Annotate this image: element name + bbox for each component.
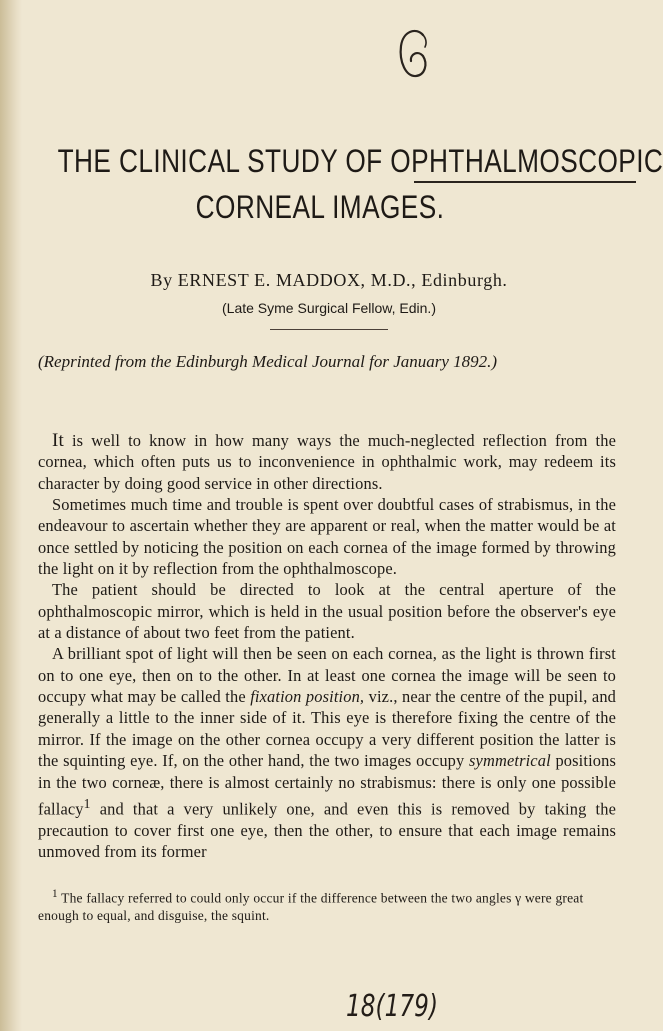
footnote bbox=[38, 886, 616, 924]
footnote-text: The fallacy referred to could only occur if the difference between the two angles γ were great enough to equal, and disguise, the squint. bbox=[38, 890, 584, 923]
title-line-2: CORNEAL IMAGES. bbox=[195, 189, 445, 225]
term-symmetrical: symmetrical bbox=[469, 751, 551, 771]
handwritten-catalog-number bbox=[340, 978, 450, 1026]
title-underline bbox=[414, 181, 636, 183]
paragraph-4-text-a: A brilliant spot of light will then be seen on each cornea, as the light is thrown first on to one eye, then on to the other. In at least one cornea the image will be seen to occupy what may be called the bbox=[38, 644, 616, 707]
paragraph-4-text-b: viz., near the centre of the pupil, and generally a little to the inner side of it. This eye is therefore fixing the centre of the mirror. If the image on the other cornea occupy a very different position the latter is the squinting eye. If, on the other hand, the two images occupy bbox=[38, 687, 617, 771]
paragraph-1-text: is well to know in how many ways the much-neglected reflection from the cornea, which often puts us to inconvenience in ophthalmic work, may redeem its character by doing good service in other directions. bbox=[38, 431, 616, 493]
affiliation: (Late Syme Surgical Fellow, Edin.) bbox=[222, 300, 436, 316]
page-edge bbox=[0, 0, 22, 1031]
paragraph-2: Sometimes much time and trouble is spent over doubtful cases of strabismus, in the endeavour to ascertain whether they are apparent or real, when the matter would be at once settled by noticing the position on each cornea of the image formed by throwing the light on it by reflection from the ophthalmoscope. bbox=[38, 495, 616, 579]
footnote-reference: 1 bbox=[83, 795, 91, 811]
handwritten-mark bbox=[396, 26, 432, 82]
paragraph-4-text-c: positions in the two corneæ, there is almost certainly no strabismus: there is only one possible fallacy bbox=[38, 751, 616, 819]
reprint-note: (Reprinted from the Edinburgh Medical Journal for January 1892.) bbox=[38, 352, 498, 371]
title-line-1: THE CLINICAL STUDY OF OPHTHALMOSCOPIC bbox=[57, 143, 663, 179]
drop-word: It bbox=[52, 430, 64, 451]
paragraph-4-text-d: and that a very unlikely one, and even this is removed by taking the precaution to cover first one eye, then the other, to ensure that each image remains unmoved from its former bbox=[38, 799, 616, 861]
footnote-marker: 1 bbox=[52, 888, 58, 900]
paragraph-4 bbox=[38, 643, 616, 862]
body-text bbox=[38, 430, 616, 862]
divider-rule bbox=[270, 329, 388, 330]
byline: By ERNEST E. MADDOX, M.D., Edinburgh. bbox=[150, 270, 508, 290]
paragraph-3: The patient should be directed to look at the central aperture of the ophthalmoscopic mirror, which is held in the usual position before the observer's eye at a distance of about two feet from the patient. bbox=[38, 580, 616, 643]
term-fixation-position: fixation position, bbox=[250, 687, 365, 707]
paragraph-1 bbox=[38, 430, 616, 494]
catalog-number-text: 18(179) bbox=[346, 989, 438, 1024]
